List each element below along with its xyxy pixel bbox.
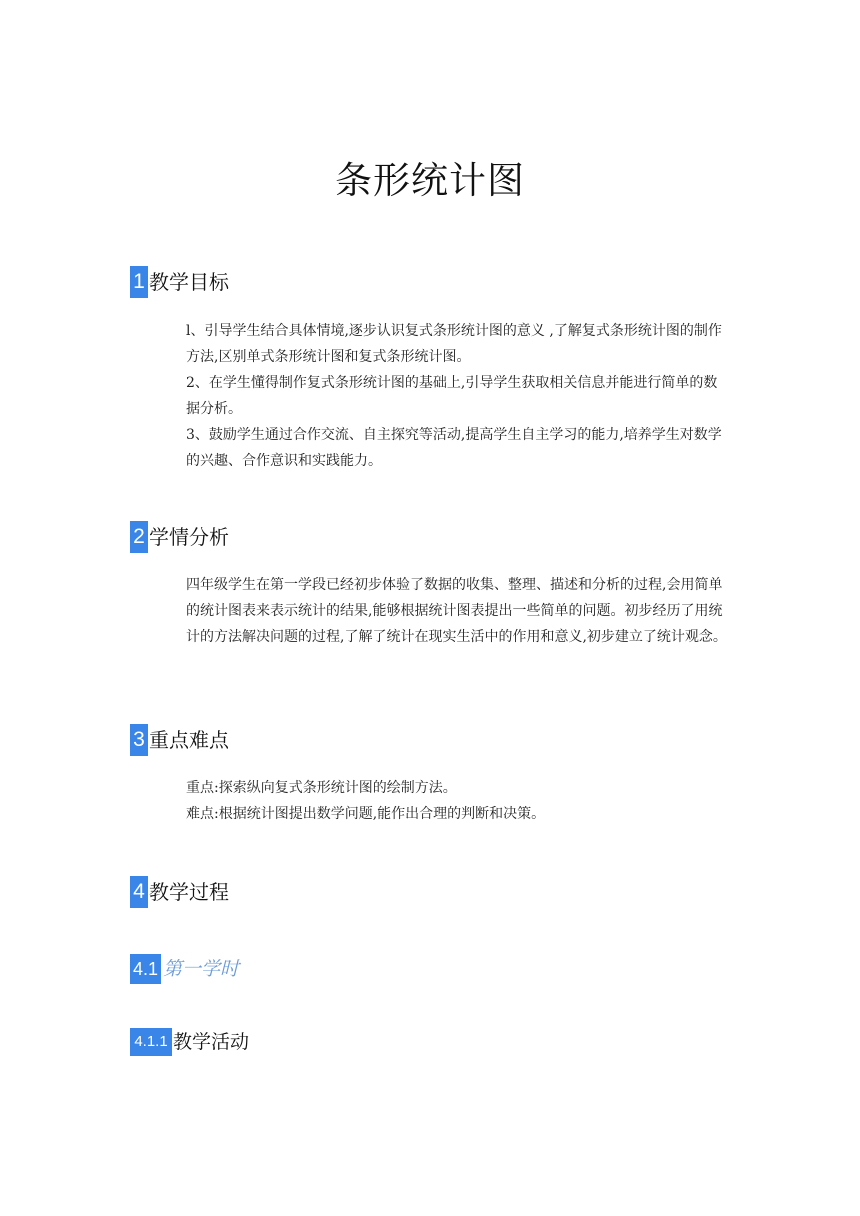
section-body-teaching-goals xyxy=(186,318,731,474)
section-body-key-points xyxy=(186,775,731,827)
paragraph: l、引导学生结合具体情境,逐步认识复式条形统计图的意义 ,了解复式条形统计图的制作方法,区别单式条形统计图和复式条形统计图。 xyxy=(186,323,722,365)
section-title: 重点难点 xyxy=(149,728,229,752)
subsubsection-heading xyxy=(130,1028,249,1056)
section-title: 教学目标 xyxy=(149,270,229,294)
subsection-heading xyxy=(130,954,239,984)
section-heading-3 xyxy=(130,724,229,756)
section-number-badge: 3 xyxy=(130,724,148,756)
document-title: 条形统计图 xyxy=(335,159,525,202)
subsection-number-badge: 4.1 xyxy=(130,954,161,984)
paragraph: 重点:探索纵向复式条形统计图的绘制方法。 xyxy=(186,780,457,796)
section-number-badge: 4 xyxy=(130,876,148,908)
section-number-badge: 2 xyxy=(130,521,148,553)
subsubsection-title: 教学活动 xyxy=(173,1031,250,1053)
section-body-learner-analysis xyxy=(186,572,731,650)
paragraph: 3、鼓励学生通过合作交流、自主探究等活动,提高学生自主学习的能力,培养学生对数学的兴趣、合作意识和实践能力。 xyxy=(186,427,722,469)
section-title: 教学过程 xyxy=(149,880,229,904)
subsection-title: 第一学时 xyxy=(163,958,240,980)
section-title: 学情分析 xyxy=(149,525,229,549)
paragraph: 四年级学生在第一学段已经初步体验了数据的收集、整理、描述和分析的过程,会用简单的统计图表来表示统计的结果,能够根据统计图表提出一些简单的问题。初步经历了用统计的方法解决问题的过程,了解了统计在现实生活中的作用和意义,初步建立了统计观念。 xyxy=(186,577,727,645)
section-number-badge: 1 xyxy=(130,266,148,298)
subsubsection-number-badge: 4.1.1 xyxy=(130,1028,172,1056)
section-heading-2 xyxy=(130,521,229,553)
paragraph: 难点:根据统计图提出数学问题,能作出合理的判断和决策。 xyxy=(186,806,546,822)
section-heading-4 xyxy=(130,876,229,908)
section-heading-1 xyxy=(130,266,229,298)
paragraph: 2、在学生懂得制作复式条形统计图的基础上,引导学生获取相关信息并能进行简单的数据分析。 xyxy=(186,375,718,417)
